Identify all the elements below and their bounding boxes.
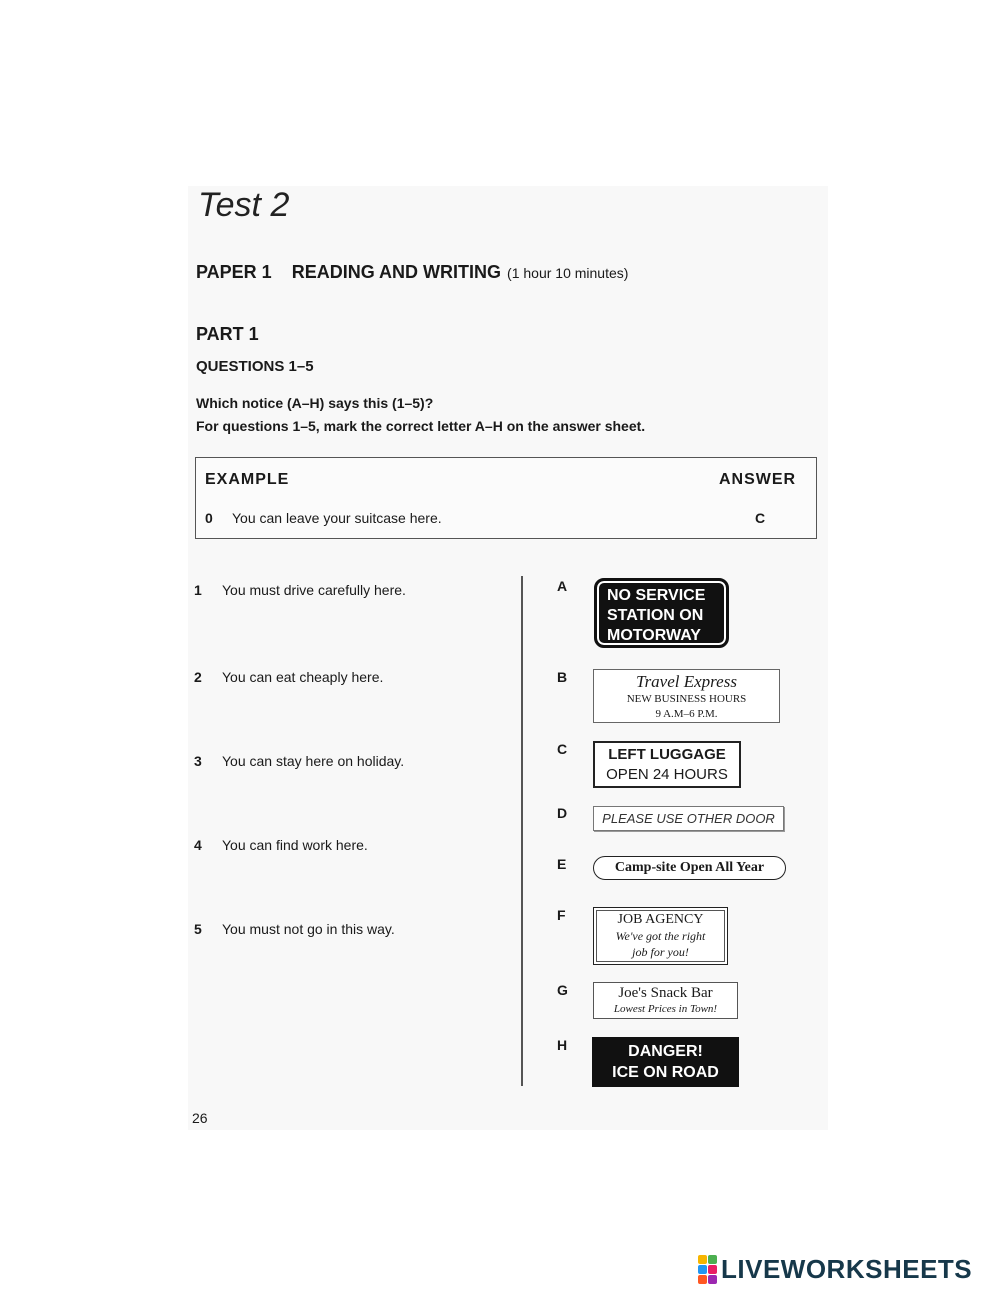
question-number: 1	[194, 582, 202, 598]
answer-heading: ANSWER	[719, 471, 797, 488]
question-number: 5	[194, 921, 202, 937]
page-number: 26	[192, 1110, 208, 1126]
column-divider	[521, 576, 523, 1086]
logo-icon	[698, 1255, 717, 1284]
paper-duration: (1 hour 10 minutes)	[507, 265, 629, 281]
questions-label: QUESTIONS 1–5	[196, 358, 314, 375]
notice-letter: F	[557, 907, 566, 923]
paper-heading	[196, 262, 628, 283]
logo-square	[698, 1275, 707, 1284]
notice-e	[593, 856, 786, 880]
part-label: PART 1	[196, 324, 259, 344]
notice-letter: E	[557, 856, 567, 872]
instruction-1: Which notice (A–H) says this (1–5)?	[196, 395, 434, 411]
brand-name: LIVEWORKSHEETS	[721, 1253, 973, 1284]
example-box	[195, 457, 817, 539]
notice-line: Travel Express	[636, 672, 737, 691]
notice-a	[594, 578, 729, 648]
notice-line: DANGER!	[628, 1043, 703, 1060]
logo-square	[698, 1255, 707, 1264]
notice-letter: G	[557, 982, 568, 998]
logo-square	[708, 1275, 717, 1284]
paper-label: PAPER 1	[196, 262, 272, 282]
logo-square	[708, 1265, 717, 1274]
notice-f	[593, 907, 728, 965]
notice-line: NO SERVICE	[607, 587, 706, 604]
notice-line: Lowest Prices in Town!	[613, 1003, 718, 1015]
example-answer: C	[755, 510, 766, 526]
notice-d	[593, 806, 784, 831]
notice-line: job for you!	[632, 945, 689, 959]
notice-line: LEFT LUGGAGE	[608, 746, 726, 763]
notice-letter: H	[557, 1037, 568, 1053]
notice-g	[593, 982, 738, 1019]
instruction-2: For questions 1–5, mark the correct letter A–H on the answer sheet.	[196, 418, 646, 434]
notice-b	[593, 669, 780, 723]
test-title: Test 2	[198, 186, 290, 224]
question-number: 2	[194, 669, 202, 685]
example-heading: EXAMPLE	[205, 471, 290, 488]
question-text: You can stay here on holiday.	[222, 753, 405, 769]
notice-line: JOB AGENCY	[617, 912, 704, 927]
notice-line: PLEASE USE OTHER DOOR	[602, 811, 775, 826]
paper-name: READING AND WRITING	[291, 262, 502, 282]
notice-line: ICE ON ROAD	[612, 1064, 719, 1081]
example-number: 0	[205, 510, 213, 526]
notice-letter: A	[557, 578, 568, 594]
notice-h	[592, 1037, 739, 1087]
notice-line: MOTORWAY	[607, 627, 701, 644]
notice-c	[593, 741, 741, 788]
notice-line: Camp-site Open All Year	[614, 860, 765, 875]
notice-letter: C	[557, 741, 568, 757]
logo-square	[698, 1265, 707, 1274]
notice-line: Joe's Snack Bar	[618, 985, 713, 1001]
logo-square	[708, 1255, 717, 1264]
notice-line: 9 A.M–6 P.M.	[655, 708, 718, 720]
notice-line: OPEN 24 HOURS	[606, 766, 728, 783]
question-number: 3	[194, 753, 202, 769]
question-text: You can find work here.	[222, 837, 368, 853]
example-text: You can leave your suitcase here.	[232, 510, 442, 526]
notice-line: STATION ON	[607, 607, 704, 624]
notice-letter: B	[557, 669, 568, 685]
notice-line: NEW BUSINESS HOURS	[626, 693, 747, 705]
liveworksheets-logo[interactable]	[698, 1254, 972, 1284]
notice-letter: D	[557, 805, 568, 821]
question-text: You must not go in this way.	[222, 921, 395, 937]
question-text: You must drive carefully here.	[222, 582, 406, 598]
question-text: You can eat cheaply here.	[222, 669, 384, 685]
question-number: 4	[194, 837, 202, 853]
notice-line: We've got the right	[615, 929, 706, 943]
